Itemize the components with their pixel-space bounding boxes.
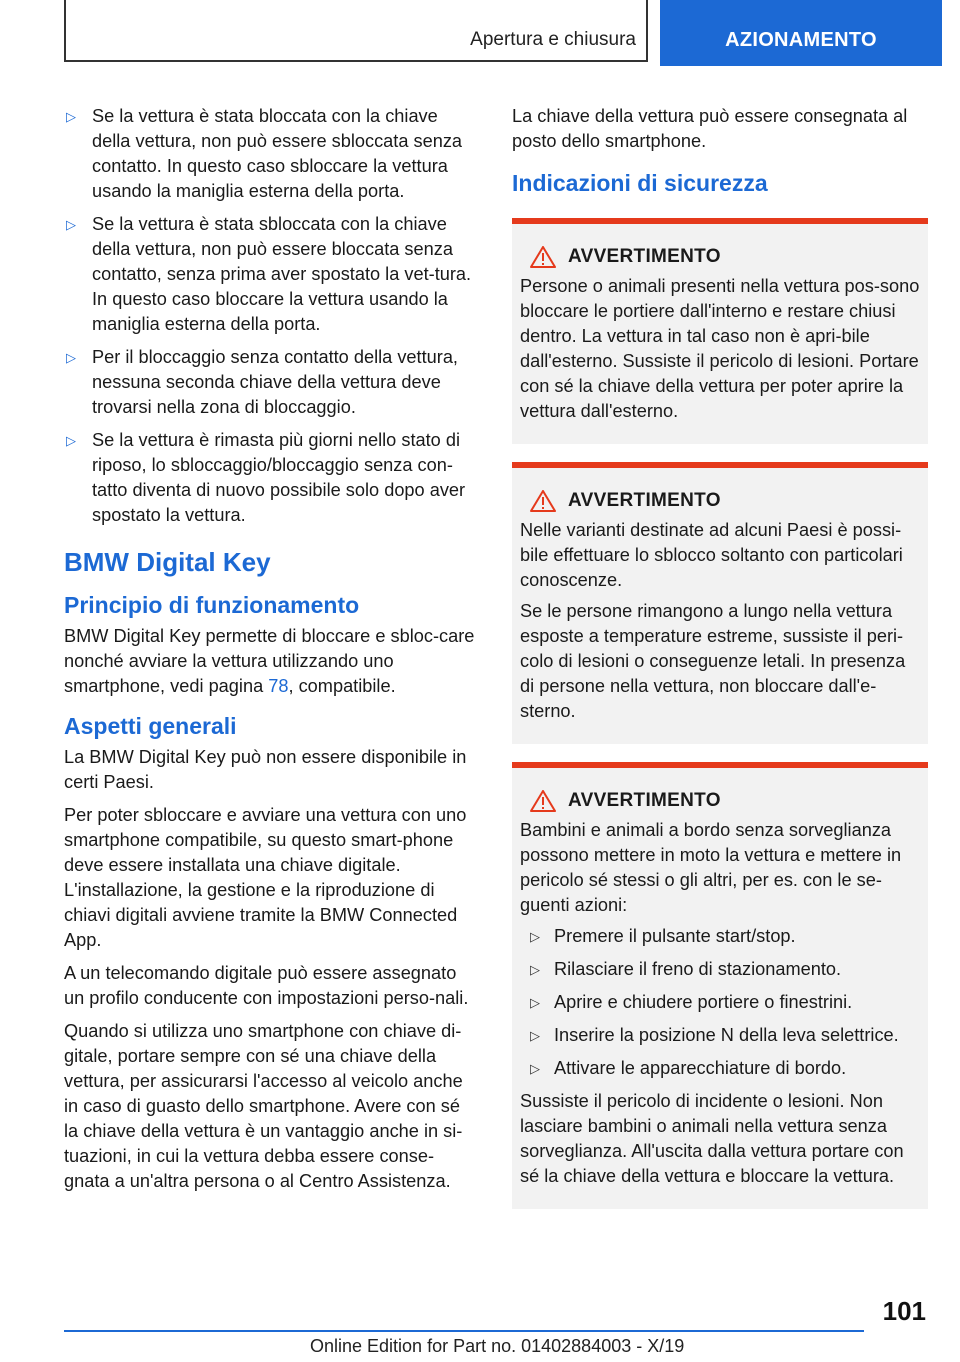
header-chapter-tab — [660, 0, 942, 66]
warning-text: Bambini e animali a bordo senza sorveglianza possono mettere in moto la vettura e mettere in pericolo sé stessi o gli altri, per es. con le se-guenti azioni: — [520, 820, 902, 915]
warning-triangle-icon — [530, 790, 556, 812]
list-item-text: Aprire e chiudere portiere o finestrini. — [554, 992, 853, 1012]
list-item — [520, 957, 920, 982]
warning-header — [520, 246, 920, 268]
warning-triangle-icon — [530, 246, 556, 268]
page-reference-link[interactable]: 78 — [268, 676, 289, 696]
list-item-text: Se la vettura è stata bloccata con la chiave della vettura, non può essere sbloccata senza contatto. In questo caso sbloccare la vettura usando la maniglia esterna della porta. — [92, 106, 463, 201]
triangle-right-icon: ▷ — [66, 217, 76, 232]
list-item — [64, 345, 476, 420]
triangle-right-icon: ▷ — [530, 929, 540, 944]
warning-box — [512, 762, 928, 1209]
warning-box — [512, 462, 928, 744]
warning-text: Nelle varianti destinate ad alcuni Paesi è possi-bile effettuare lo sblocco soltanto con particolari conoscenze. — [520, 520, 903, 590]
header-section-title: Apertura e chiusura — [470, 29, 636, 50]
safety-heading: Indicazioni di sicurezza — [512, 170, 768, 196]
triangle-right-icon: ▷ — [530, 962, 540, 977]
list-item — [520, 924, 920, 949]
warning-text: Se le persone rimangono a lungo nella vettura esposte a temperature estreme, sussiste il peri-colo di lesioni o conseguenze letali. In presenza di persone nella vettura, non bloccare dall'e-sterno. — [520, 601, 906, 721]
triangle-right-icon: ▷ — [66, 350, 76, 365]
header-chapter-title: AZIONAMENTO — [725, 29, 877, 51]
footer-divider — [64, 1330, 864, 1332]
warning-title: AVVERTIMENTO — [568, 490, 721, 511]
list-item — [520, 1056, 920, 1081]
warning-header — [520, 490, 920, 512]
paragraph: La BMW Digital Key può non essere disponibile in certi Paesi. — [64, 747, 467, 792]
right-column — [512, 104, 928, 1227]
list-item — [64, 212, 476, 337]
list-item-text: Attivare le apparecchiature di bordo. — [554, 1058, 847, 1078]
list-item — [64, 428, 476, 528]
warning-box — [512, 218, 928, 444]
left-column — [64, 104, 476, 1202]
paragraph: Quando si utilizza uno smartphone con chiave di-gitale, portare sempre con sé una chiave della vettura, per assicurarsi l'accesso al veicolo anche in caso di guasto dello smartphone. Avere con sé la chiave della vettura è un vantaggio anche in si-tuazioni, in cui la vettura debba essere conse-gnata a un'altra persona o al Centro Assistenza. — [64, 1021, 463, 1191]
section-title: BMW Digital Key — [64, 547, 271, 577]
warning-title: AVVERTIMENTO — [568, 790, 721, 811]
triangle-right-icon: ▷ — [530, 1028, 540, 1043]
triangle-right-icon: ▷ — [66, 109, 76, 124]
footer-edition: Online Edition for Part no. 01402884003 - X/19 — [310, 1336, 685, 1356]
list-item — [520, 990, 920, 1015]
list-item — [520, 1023, 920, 1048]
triangle-right-icon: ▷ — [66, 433, 76, 448]
list-item-text: Se la vettura è stata sbloccata con la chiave della vettura, non può essere bloccata senza contatto, senza prima aver spostato la vet-tura. In questo caso bloccare la vettura usando la maniglia esterna della porta. — [92, 214, 472, 334]
list-item-text: Rilasciare il freno di stazionamento. — [554, 959, 842, 979]
list-item-text: Se la vettura è rimasta più giorni nello stato di riposo, lo sbloccaggio/bloccaggio senza con-tatto diventa di nuovo possibile solo dopo aver spostato la vettura. — [92, 430, 466, 525]
page-number: 101 — [882, 1296, 926, 1326]
principle-heading: Principio di funzionamento — [64, 592, 360, 618]
warning-header — [520, 790, 920, 812]
principle-text: BMW Digital Key permette di bloccare e sbloc-care nonché avviare la vettura utilizzando uno smartphone, vedi pagina — [64, 626, 475, 696]
list-item — [64, 104, 476, 204]
triangle-right-icon: ▷ — [530, 995, 540, 1010]
list-item-text: Premere il pulsante start/stop. — [554, 926, 796, 946]
paragraph: Per poter sbloccare e avviare una vettura con uno smartphone compatibile, su questo smart-phone deve essere installata una chiave digitale. L'installazione, la gestione e la riproduzione di chiavi digitali avviene tramite la BMW Connected App. — [64, 805, 467, 950]
warning-text: Sussiste il pericolo di incidente o lesioni. Non lasciare bambini o animali nella vettura senza sorveglianza. All'uscita dalla vettura portare con sé la chiave della vettura e bloccare la vettura. — [520, 1091, 904, 1186]
list-item-text: Per il bloccaggio senza contatto della vettura, nessuna seconda chiave della vettura deve trovarsi nella zona di bloccaggio. — [92, 347, 458, 417]
list-item-text: Inserire la posizione N della leva selettrice. — [554, 1025, 899, 1045]
intro-paragraph: La chiave della vettura può essere consegnata al posto dello smartphone. — [512, 106, 908, 151]
general-heading: Aspetti generali — [64, 713, 237, 739]
paragraph: A un telecomando digitale può essere assegnato un profilo conducente con impostazioni perso-nali. — [64, 963, 469, 1008]
warning-triangle-icon — [530, 490, 556, 512]
triangle-right-icon: ▷ — [530, 1061, 540, 1076]
principle-text-end: , compatibile. — [288, 676, 396, 696]
warning-title: AVVERTIMENTO — [568, 246, 721, 267]
principle-paragraph — [64, 624, 476, 699]
warning-text: Persone o animali presenti nella vettura pos-sono bloccare le portiere dall'interno e restare chiusi dentro. La vettura in tal caso non è apri-bile dall'esterno. Sussiste il pericolo di lesioni. Portare con sé la chiave della vettura per poter aprire la vettura dall'esterno. — [520, 276, 920, 421]
